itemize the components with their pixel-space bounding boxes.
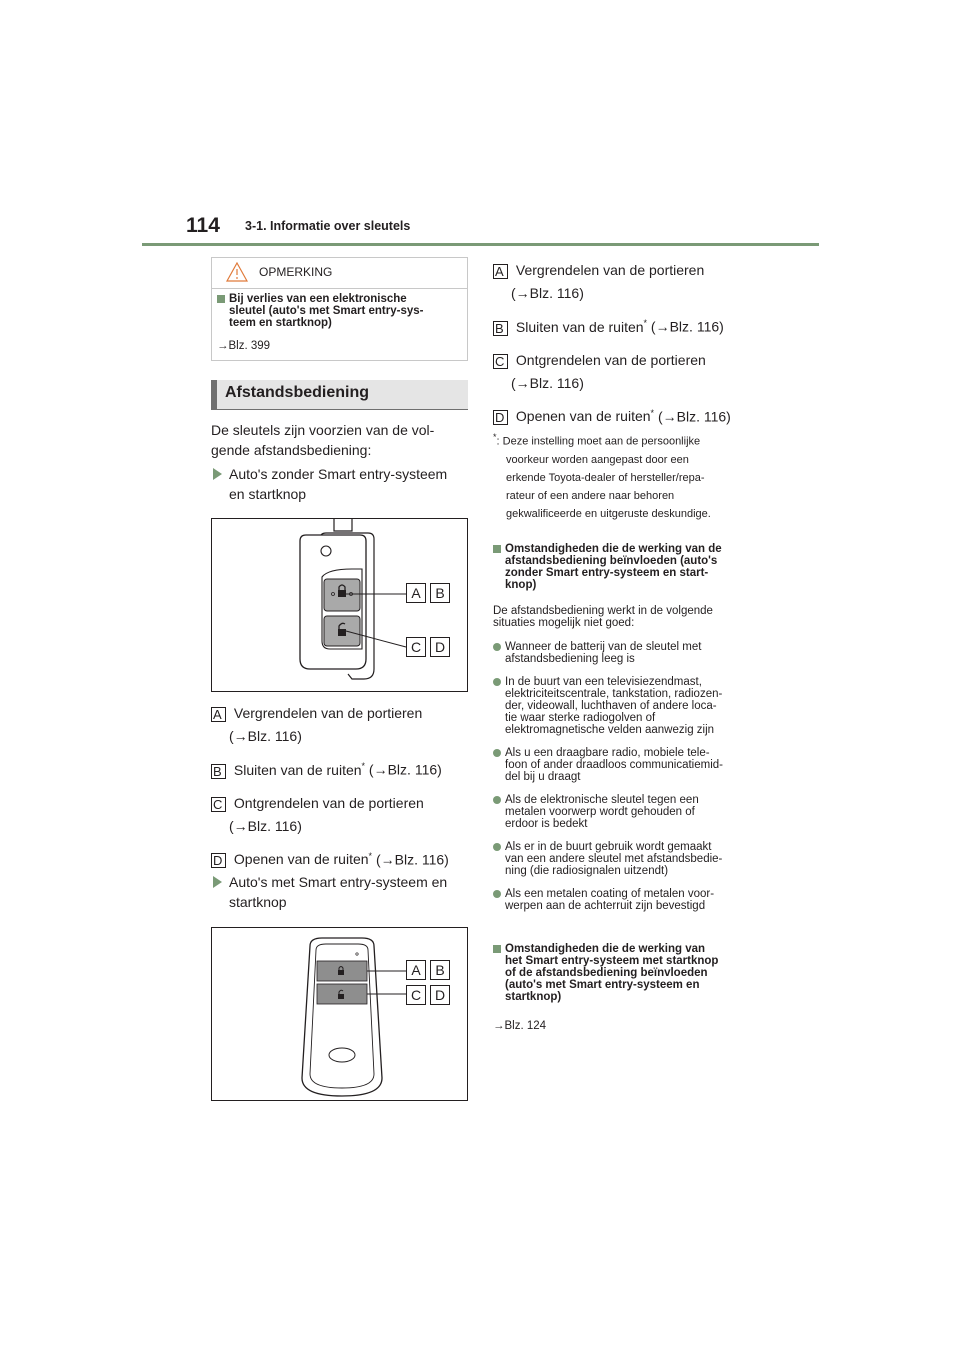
footnote-line: erkende Toyota-dealer of hersteller/repa- [506, 471, 705, 484]
item-b-text: Sluiten van de ruiten [515, 318, 644, 335]
bullet-line: Wanneer de batterij van de sleutel met [505, 641, 702, 653]
round-bullet-icon [493, 643, 501, 651]
item-d [493, 403, 763, 427]
item-c-text: Ontgrendelen van de portieren [515, 351, 706, 368]
bullet-list [493, 641, 763, 912]
intro-line: situaties mogelijk niet goed: [493, 617, 635, 629]
list-item [493, 794, 763, 830]
intro-line: gende afstandsbediening: [211, 442, 372, 458]
triangle-bullet-icon [213, 876, 222, 888]
key-fob-illustration [212, 519, 467, 691]
subheading-with-smart-entry [213, 872, 473, 912]
circumstances-reference: →Blz. 124 [493, 1020, 547, 1032]
list-item [493, 747, 763, 783]
item-c [493, 350, 763, 370]
bullet-line: afstandsbediening leeg is [505, 653, 635, 665]
letter-d-box: D [493, 410, 508, 425]
header-rule [142, 243, 819, 246]
item-a [211, 703, 471, 723]
footnote-line: : Deze instelling moet aan de persoonlijke [496, 435, 701, 448]
callout-c: C [406, 985, 426, 1005]
item-b-ref: (→Blz. 116) [647, 318, 724, 335]
sub1-line: Auto's zonder Smart entry-systeem [229, 466, 448, 482]
round-bullet-icon [493, 749, 501, 757]
bullet-line: foon of ander draadloos communicatiemid- [505, 759, 723, 771]
list-item [493, 641, 763, 665]
round-bullet-icon [493, 843, 501, 851]
item-list-left [211, 703, 471, 869]
heading-line: knop) [505, 579, 537, 591]
sub2-line: Auto's met Smart entry-systeem en [229, 874, 448, 890]
square-bullet-icon [493, 945, 501, 953]
bullet-line: erdoor is bedekt [505, 818, 588, 830]
callout-b: B [430, 583, 450, 603]
item-c-ref: (→Blz. 116) [511, 374, 584, 391]
intro-line: De sleutels zijn voorzien van de vol- [211, 422, 435, 438]
sub2-line: startknop [229, 894, 287, 910]
bullet-line: werpen aan de achterruit zijn bevestigd [505, 900, 706, 912]
square-bullet-icon [217, 295, 225, 303]
heading-line: het Smart entry-systeem met startknop [505, 955, 719, 967]
item-b [211, 756, 471, 780]
item-d-ref: (→Blz. 116) [654, 408, 731, 425]
item-c-ref: (→Blz. 116) [229, 817, 302, 834]
bullet-line: elektriciteitscentrale, tankstation, radiozen- [505, 688, 723, 700]
heading-line: (auto's met Smart entry-systeem en [505, 979, 700, 991]
item-c [211, 793, 471, 813]
callout-d: D [430, 637, 450, 657]
heading-line: zonder Smart entry-systeem en start- [505, 567, 709, 579]
round-bullet-icon [493, 890, 501, 898]
bullet-line: elektromagnetische velden aanwezig zijn [505, 724, 715, 736]
circumstances-heading-1 [493, 543, 763, 591]
letter-b-box: B [211, 764, 226, 779]
letter-d-box: D [211, 853, 226, 868]
warning-triangle-icon [226, 262, 248, 282]
asterisk: * [650, 407, 655, 418]
item-a-ref: (→Blz. 116) [229, 728, 302, 744]
bullet-line: In de buurt van een televisiezendmast, [505, 676, 702, 688]
item-b-text: Sluiten van de ruiten [233, 761, 362, 778]
footnote-line: rateur of een andere naar behoren [506, 489, 675, 502]
heading-line: startknop) [505, 991, 562, 1003]
item-d-text: Openen van de ruiten [233, 851, 369, 868]
round-bullet-icon [493, 678, 501, 686]
smart-key-illustration [212, 928, 467, 1100]
circumstances-intro [493, 605, 763, 629]
callout-a: A [406, 960, 426, 980]
footnote-marker: * [493, 432, 497, 442]
note-item-title [217, 293, 462, 329]
key-fob-figure-1 [211, 518, 468, 692]
letter-a-box: A [211, 707, 226, 722]
bullet-line: der, videowall, luchthaven of andere loca- [505, 700, 717, 712]
footnote [493, 428, 763, 523]
letter-a-box: A [493, 264, 508, 279]
section-heading [211, 380, 468, 410]
note-header [212, 258, 467, 289]
item-a-text: Vergrendelen van de portieren [233, 705, 423, 721]
callout-b: B [430, 960, 450, 980]
bullet-line: Als een metalen coating of metalen voor- [505, 888, 715, 900]
heading-line: afstandsbediening beïnvloeden (auto's [505, 555, 718, 567]
list-item [493, 888, 763, 912]
intro-paragraph [211, 420, 468, 460]
sub1-line: en startknop [229, 486, 307, 502]
note-reference: →Blz. 399 [217, 340, 271, 352]
item-b-ref: (→Blz. 116) [365, 761, 442, 778]
bullet-line: Als de elektronische sleutel tegen een [505, 794, 699, 806]
note-label: OPMERKING [259, 265, 333, 279]
triangle-bullet-icon [213, 468, 222, 480]
letter-c-box: C [493, 354, 508, 369]
list-item [493, 676, 763, 736]
key-fob-figure-2 [211, 927, 468, 1101]
subheading-without-smart-entry [213, 464, 473, 504]
letter-c-box: C [211, 797, 226, 812]
note-title-line: teem en startknop) [229, 317, 332, 329]
item-d [211, 846, 471, 870]
round-bullet-icon [493, 796, 501, 804]
item-c-text: Ontgrendelen van de portieren [233, 794, 424, 811]
bullet-line: ning (die radiosignalen uitzendt) [505, 865, 669, 877]
bullet-line: van een andere sleutel met afstandsbedie- [505, 853, 723, 865]
footnote-line: gekwalificeerde en uitgeruste deskundige. [506, 507, 711, 520]
letter-b-box: B [493, 321, 508, 336]
list-item [493, 841, 763, 877]
item-a [493, 260, 763, 280]
square-bullet-icon [493, 545, 501, 553]
note-title-line: sleutel (auto's met Smart entry-sys- [229, 305, 424, 317]
bullet-line: Als er in de buurt gebruik wordt gemaakt [505, 841, 712, 853]
bullet-line: tie waar sterke radiogolven of [505, 712, 656, 724]
asterisk: * [361, 761, 366, 771]
item-d-text: Openen van de ruiten [515, 408, 651, 425]
item-a-text: Vergrendelen van de portieren [515, 262, 705, 278]
item-a-ref: (→Blz. 116) [511, 285, 584, 301]
bullet-line: metalen voorwerp wordt gehouden of [505, 806, 695, 818]
callout-c: C [406, 637, 426, 657]
intro-line: De afstandsbediening werkt in de volgende [493, 605, 713, 617]
callout-d: D [430, 985, 450, 1005]
heading-line: Omstandigheden die de werking van [505, 943, 706, 955]
heading-line: of de afstandsbediening beïnvloeden [505, 967, 708, 979]
asterisk: * [643, 318, 648, 328]
item-d-ref: (→Blz. 116) [372, 851, 449, 868]
bullet-line: Als u een draagbare radio, mobiele tele- [505, 747, 710, 759]
callout-a: A [406, 583, 426, 603]
item-list-right [493, 260, 763, 426]
section-title: 3-1. Informatie over sleutels [245, 219, 411, 233]
note-box [211, 257, 468, 361]
item-b [493, 313, 763, 337]
heading-line: Omstandigheden die de werking van de [505, 543, 722, 555]
asterisk: * [368, 850, 373, 861]
footnote-line: voorkeur worden aangepast door een [506, 453, 689, 466]
note-title-line: Bij verlies van een elektronische [229, 293, 407, 305]
section-heading-text: Afstandsbediening [225, 384, 370, 401]
page-number: 114 [186, 214, 220, 237]
circumstances-heading-2 [493, 943, 763, 1003]
bullet-line: del bij u draagt [505, 771, 581, 783]
